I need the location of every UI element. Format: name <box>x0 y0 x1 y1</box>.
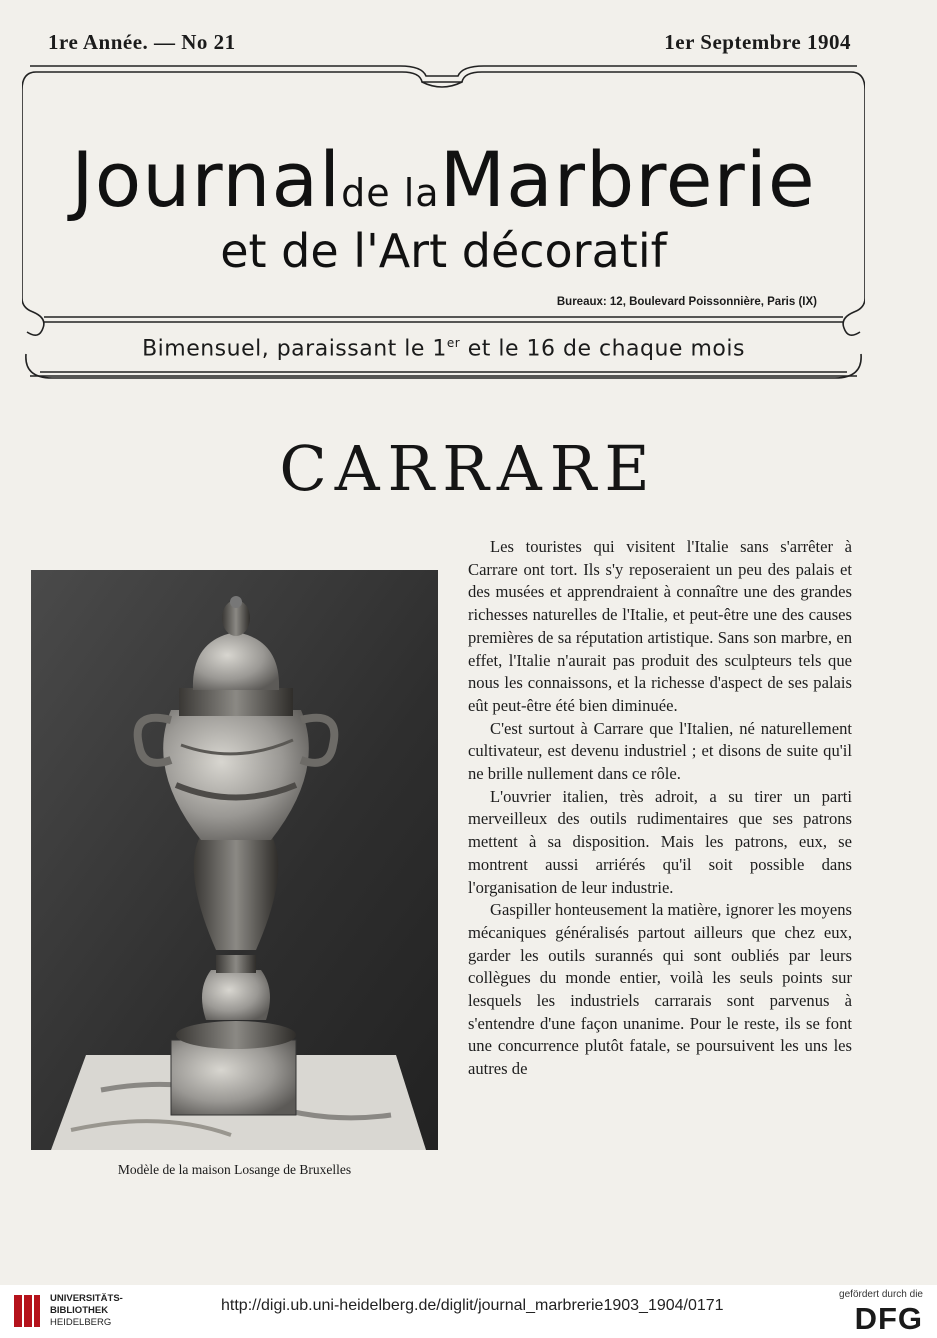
article-paragraph: C'est surtout à Carrare que l'Italien, né naturellement cultivateur, est devenu industriel ; et disons de suite qu'il ne brille nullement dans ce rôle. <box>468 718 852 784</box>
article-paragraph: Les touristes qui visitent l'Italie sans s'arrêter à Carrare ont tort. Ils s'y reposeraient un peu des palais et des musées et apprendraient à connaître une des grandes richesses naturelles de l'Italie, et peut-être une des causes premières de sa réputation artistique. Sans son marbre, en effet, l'Italie n'aurait pas produit des sculpteurs tels que nous les connaissons, et la richesse d'aspect de ses palais eût peut-être été bien diminuée. <box>468 537 852 715</box>
title-journal: Journal <box>71 135 342 224</box>
journal-title <box>22 135 865 224</box>
funding-note: gefördert durch die <box>839 1289 923 1300</box>
issue-number: 1re Année. — No 21 <box>48 30 236 54</box>
article-title: CARRARE <box>279 432 658 505</box>
vase-illustration <box>31 570 438 1150</box>
issue-date: 1er Septembre 1904 <box>664 30 851 54</box>
dfg-logo: DFG <box>854 1301 923 1336</box>
journal-subtitle: et de l'Art décoratif <box>220 224 667 278</box>
digitization-footer <box>0 1285 937 1338</box>
library-line-2: BIBLIOTHEK <box>50 1305 109 1316</box>
issue-header <box>48 30 851 55</box>
library-line-3: HEIDELBERG <box>50 1317 112 1328</box>
frequency-text-start: Bimensuel, paraissant le 1 <box>142 336 447 362</box>
university-library-logo-icon <box>12 1293 42 1329</box>
title-de-la: de la <box>341 171 440 215</box>
article-paragraph: L'ouvrier italien, très adroit, a su tirer un parti merveilleux des outils rudimentaires que ses patrons mettent à sa disposition. Mais les patrons, eux, se montrent aussi arriérés qu'il soit possible dans l'organisation de leur industrie. <box>468 786 852 897</box>
library-line-1: UNIVERSITÄTS- <box>50 1293 123 1304</box>
frequency-text-end: et le 16 de chaque mois <box>460 336 745 362</box>
publication-frequency <box>22 336 865 361</box>
frequency-superscript: er <box>446 336 461 350</box>
vase-photograph <box>31 570 438 1150</box>
masthead <box>22 62 865 392</box>
photo-caption: Modèle de la maison Losange de Bruxelles <box>117 1162 352 1177</box>
article-body <box>468 536 852 1081</box>
title-marbrerie: Marbrerie <box>439 135 816 224</box>
bureaux-address: Bureaux: 12, Boulevard Poissonnière, Paris (IX) <box>556 296 817 308</box>
library-name <box>50 1293 123 1329</box>
article-paragraph: Gaspiller honteusement la matière, ignorer les moyens mécaniques généralisés partout ailleurs que chez eux, garder les outils surannés qui sont oubliés par leurs collègues du monde entier, voilà les seuls points sur lesquels les industriels carrarais sont parvenus à s'entendre d'une façon unanime. Pour le reste, ils se font une concurrence plutôt fatale, se poursuivent les uns les autres de <box>468 900 852 1079</box>
source-url[interactable]: http://digi.ub.uni-heidelberg.de/diglit/journal_marbrerie1903_1904/0171 <box>221 1297 724 1314</box>
